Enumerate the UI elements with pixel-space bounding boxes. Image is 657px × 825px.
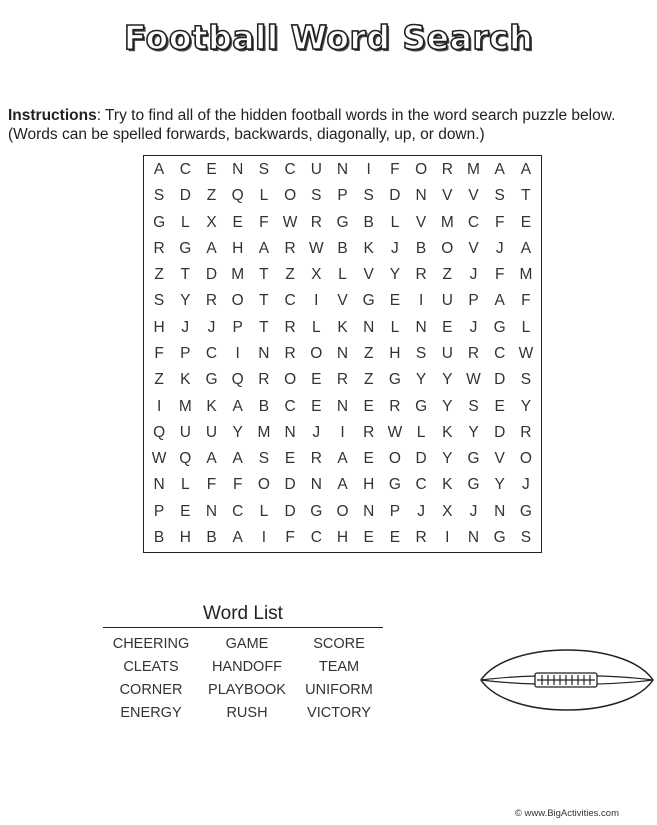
word-list [103,603,383,721]
grid-cell: R [415,528,427,546]
grid-cell: H [179,528,191,546]
grid-cell: B [415,239,427,257]
grid-cell: L [259,187,269,205]
grid-cell: N [415,187,427,205]
grid-cell: A [232,450,243,468]
grid-cell: R [284,318,296,336]
credit: © www.BigActivities.com [514,808,619,819]
grid-cell: C [467,213,480,231]
grid-cell: A [337,450,348,468]
grid-cell: U [310,161,322,179]
grid-cell: I [418,292,424,310]
grid-cell: Y [468,423,479,441]
grid-cell: N [284,423,296,441]
grid-cell: E [180,502,191,520]
grid-cell: R [310,213,322,231]
grid-cell: S [415,344,427,362]
grid-cell: G [467,476,480,494]
grid-cell: H [363,476,375,494]
grid-cell: J [469,318,478,336]
grid-cell: H [153,318,165,336]
grid-cell: Z [285,266,295,284]
grid-cell: O [284,187,297,205]
grid-cell: C [310,528,322,546]
grid-cell: N [363,318,375,336]
grid-cell: C [179,161,191,179]
grid-cell: L [259,502,269,520]
grid-cell: U [441,344,453,362]
grid-cell: R [467,344,480,362]
grid-cell: N [494,502,506,520]
grid-cell: H [389,344,401,362]
grid-cell: J [495,239,504,257]
grid-cell: J [207,318,216,336]
word-list-item: ENERGY [120,705,182,721]
grid-cell: O [284,371,297,389]
grid-cell: N [363,502,375,520]
grid-cell: U [441,292,453,310]
grid-cell: X [206,213,217,231]
grid-cell: E [311,371,322,389]
grid-cell: O [415,161,428,179]
grid-cell: P [153,502,165,520]
grid-cell: C [205,344,218,362]
word-list-item: UNIFORM [305,682,373,698]
grid-cell: N [153,476,165,494]
grid-cell: A [520,161,532,179]
grid-cell: Q [153,423,166,441]
grid-cell: L [521,318,531,336]
grid-cell: O [310,344,323,362]
word-list-item: CHEERING [112,636,190,652]
grid-cell: V [468,187,479,205]
grid-cell: I [156,397,162,415]
grid-cell: A [232,528,243,546]
word-list-item: RUSH [226,705,268,721]
grid-cell: I [235,344,240,362]
grid-cell: D [389,187,401,205]
grid-cell: N [336,161,349,179]
grid-cell: W [387,423,403,441]
grid-cell: K [363,239,374,257]
grid-cell: T [521,187,531,205]
grid-cell: O [257,476,270,494]
grid-cell: O [519,450,532,468]
grid-cell: V [337,292,348,310]
instructions-label: Instructions [8,107,97,124]
grid-cell: W [308,239,324,257]
grid-cell: T [259,318,269,336]
grid-cell: A [258,239,270,257]
grid-cell: W [282,213,298,231]
grid-cell: C [284,161,296,179]
grid-cell: D [494,423,506,441]
grid-cell: N [232,161,244,179]
grid-cell: L [390,318,400,336]
grid-cell: R [153,239,165,257]
grid-cell: R [284,239,296,257]
grid-cell: E [494,397,505,415]
grid-cell: F [259,213,269,231]
word-list-item: PLAYBOOK [208,682,286,698]
instructions [8,106,648,144]
grid-cell: Y [520,397,532,415]
grid-cell: C [284,292,296,310]
grid-cell: J [469,502,478,520]
grid-cell: V [442,187,453,205]
grid-cell: D [205,266,218,284]
grid-cell: G [362,292,375,310]
grid-cell: J [417,502,425,520]
grid-cell: E [206,161,217,179]
grid-cell: C [232,502,244,520]
grid-cell: A [494,161,505,179]
grid-cell: G [310,502,323,520]
grid-cell: T [259,292,269,310]
grid-cell: R [336,371,349,389]
grid-cell: M [257,423,271,441]
grid-cell: C [415,476,427,494]
grid-cell: U [179,423,191,441]
grid-cell: S [520,528,532,546]
grid-cell: R [205,292,218,310]
word-list-item: GAME [225,636,269,652]
grid-cell: N [310,476,322,494]
grid-cell: D [179,187,191,205]
grid-cell: Q [231,371,244,389]
grid-cell: T [180,266,191,284]
grid-cell: J [391,239,399,257]
grid-cell: Z [363,344,374,362]
word-list-item: VICTORY [307,705,371,721]
grid-cell: P [180,344,191,362]
grid-cell: Y [442,371,453,389]
grid-cell: Y [232,423,243,441]
grid-cell: R [363,423,375,441]
grid-cell: E [442,318,453,336]
grid-cell: R [520,423,532,441]
grid-cell: M [231,266,245,284]
grid-cell: N [336,397,349,415]
grid-cell: C [494,344,506,362]
grid-cell: Q [179,450,192,468]
grid-cell: E [284,450,296,468]
grid-cell: V [494,450,505,468]
word-list-item: TEAM [318,659,360,675]
grid-cell: I [340,423,345,441]
grid-cell: G [388,371,401,389]
grid-cell: F [521,292,531,310]
word-list-item: CORNER [119,682,183,698]
grid-cell: Z [206,187,217,205]
grid-cell: I [314,292,319,310]
grid-cell: R [441,161,453,179]
word-list-item: HANDOFF [211,659,283,675]
grid-cell: Q [231,187,244,205]
grid-cell: F [494,266,505,284]
grid-cell: B [153,528,165,546]
grid-cell: O [441,239,454,257]
grid-cell: G [467,450,480,468]
grid-cell: Y [389,266,401,284]
football-icon [478,636,656,724]
grid-cell: P [389,502,401,520]
grid-cell: V [468,239,479,257]
grid-cell: B [363,213,374,231]
grid-cell: A [494,292,505,310]
grid-cell: G [153,213,166,231]
grid-cell: N [258,344,270,362]
grid-cell: L [338,266,347,284]
grid-cell: G [493,318,506,336]
grid-cell: K [442,423,453,441]
grid-cell: J [469,266,478,284]
grid-cell: N [415,318,427,336]
grid-cell: Y [442,450,453,468]
grid-cell: B [337,239,348,257]
grid-cell: F [494,213,505,231]
grid-cell: Z [154,266,164,284]
grid-cell: Y [180,292,191,310]
grid-cell: I [261,528,267,546]
grid-cell: Y [442,397,453,415]
grid-cell: E [311,397,322,415]
grid-cell: K [442,476,453,494]
word-search-grid [143,155,542,553]
grid-cell: R [389,397,401,415]
grid-cell: E [363,397,374,415]
word-list-items [103,636,383,721]
grid-cell: T [259,266,269,284]
grid-cell: A [153,161,165,179]
grid-cell: O [336,502,349,520]
grid-cell: U [205,423,218,441]
grid-cell: M [519,266,533,284]
grid-cell: M [178,397,192,415]
grid-cell: X [442,502,453,520]
grid-cell: I [445,528,450,546]
grid-cell: R [310,450,322,468]
grid-cell: E [363,528,374,546]
grid-cell: G [205,371,218,389]
grid-cell: D [494,371,506,389]
word-list-item: SCORE [313,636,365,652]
grid-cell: Y [494,476,505,494]
grid-cell: S [153,187,165,205]
word-list-item: CLEATS [123,659,179,675]
grid-cell: P [468,292,479,310]
grid-cell: G [519,502,532,520]
grid-cell: S [258,450,270,468]
grid-cell: A [206,239,217,257]
grid-cell: J [522,476,530,494]
grid-cell: S [153,292,165,310]
grid-cell: A [232,397,243,415]
grid-cell: E [389,292,401,310]
grid-cell: C [284,397,296,415]
word-list-title: Word List [103,603,383,628]
grid-cell: L [416,423,426,441]
grid-cell: W [466,371,481,389]
grid-cell: V [415,213,427,231]
grid-cell: G [415,397,428,415]
grid-cell: B [206,528,217,546]
grid-cell: M [467,161,480,179]
grid-cell: L [390,213,400,231]
grid-cell: K [206,397,217,415]
grid-cell: J [181,318,190,336]
grid-cell: E [389,528,401,546]
grid-cell: A [337,476,348,494]
grid-cell: K [337,318,348,336]
grid-cell: Z [363,371,374,389]
grid-cell: S [363,187,374,205]
grid-cell: F [206,476,217,494]
grid-cell: X [311,266,322,284]
grid-cell: P [232,318,243,336]
grid-cell: W [151,450,167,468]
grid-cell: Z [442,266,453,284]
grid-cell: E [520,213,532,231]
grid-cell: L [180,213,190,231]
grid-cell: B [258,397,270,415]
grid-cell: D [284,476,296,494]
grid-cell: W [518,344,534,362]
grid-cell: G [336,213,349,231]
grid-cell: S [311,187,322,205]
grid-cell: M [440,213,454,231]
grid-cell: I [366,161,371,179]
grid-cell: Y [415,371,427,389]
page-title: Football Word Search [123,18,534,57]
grid-cell: F [390,161,400,179]
grid-cell: P [337,187,348,205]
grid-cell: F [154,344,164,362]
grid-cell: D [415,450,427,468]
grid-cell: D [284,502,296,520]
grid-cell: K [180,371,191,389]
grid-cell: S [494,187,505,205]
grid-cell: G [388,476,401,494]
grid-cell: J [312,423,321,441]
grid-cell: R [415,266,427,284]
grid-cell: N [205,502,218,520]
grid-cell: H [336,528,349,546]
grid-cell: N [467,528,480,546]
grid-cell: L [180,476,190,494]
grid-cell: G [493,528,506,546]
grid-cell: Z [154,371,164,389]
grid-cell: O [231,292,244,310]
grid-cell: N [336,344,349,362]
grid-cell: H [232,239,244,257]
grid-cell: O [388,450,401,468]
grid-cell: L [311,318,321,336]
instructions-text: : Try to find all of the hidden football words in the word search puzzle below. (Words can be spelled forwards, backwards, diagonally, up, or down.) [8,107,616,143]
grid-cell: S [468,397,479,415]
grid-cell: F [285,528,295,546]
grid-cell: R [284,344,296,362]
grid-cell: F [232,476,243,494]
grid-cell: V [363,266,374,284]
grid-cell: R [258,371,270,389]
grid-cell: E [363,450,374,468]
grid-cell: A [206,450,217,468]
grid-cell: G [179,239,192,257]
grid-cell: A [520,239,532,257]
grid-cell: E [232,213,243,231]
grid-cell: S [520,371,532,389]
grid-cell: S [258,161,270,179]
